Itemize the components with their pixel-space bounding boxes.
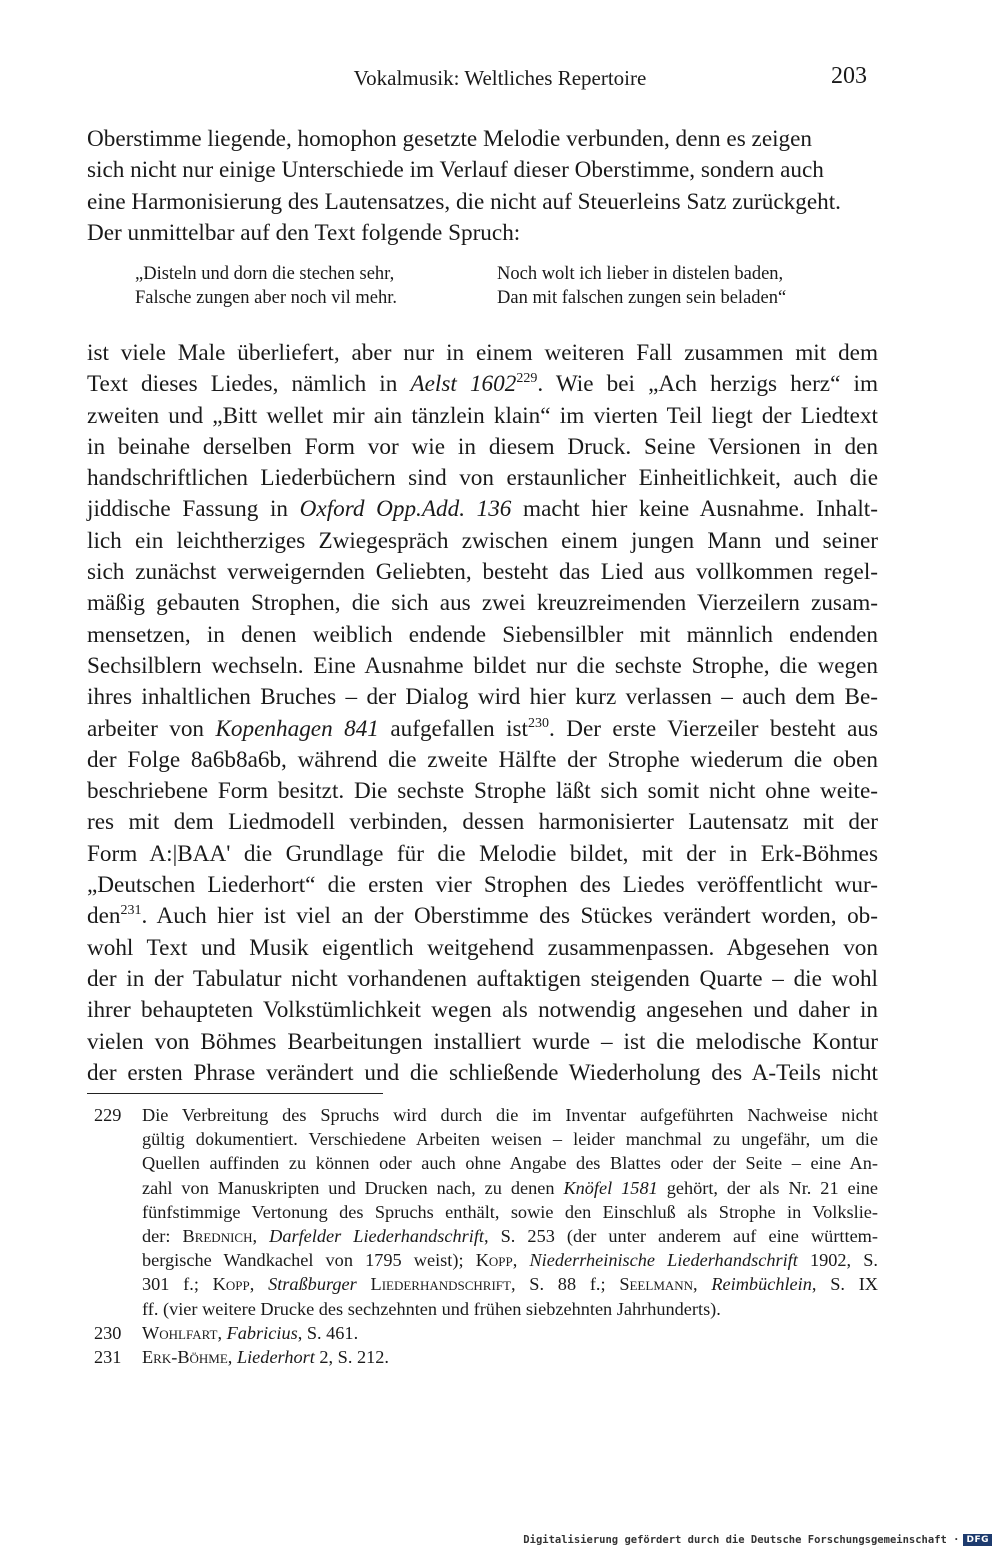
footnote-230 [94,1321,878,1345]
author-name: Kopp [475,1250,513,1271]
text-run: , S. 461. [297,1322,359,1343]
text-line: mensetzen, in denen weiblich endende Siebensilbler mit männlich endenden [87,621,878,648]
source-title: Liederhort [236,1347,315,1368]
text-run: , S. 88 f.; [510,1274,620,1295]
source-title: Liederhandschrift [370,1274,511,1295]
text-run: gehört, der als Nr. 21 eine [657,1177,878,1198]
text-run: . Wie bei „Ach herzigs herz“ im [537,371,878,398]
text-line: sich nicht nur einige Unterschiede im Verlauf dieser Oberstimme, sondern auch [87,157,824,184]
footnote-divider [87,1093,383,1094]
text-line: Oberstimme liegende, homophon gesetzte Melodie verbunden, denn es zeigen [87,126,813,152]
text-line: ihres inhaltlichen Bruches – der Dialog wird hier kurz verlassen – auch dem Be- [87,684,878,711]
text-line: Form A:|BAA' die Grundlage für die Melodie bildet, mit der in Erk-Böhmes [87,840,878,867]
text-line: zweiten und „Bitt wellet mir ain tänzlein klain“ im vierten Teil liegt der Liedtext [87,402,878,429]
verse-column-left [135,262,397,310]
text-run: bergische Wandkachel von 1795 weist); [142,1250,476,1271]
text-line: der ersten Phrase verändert und die schließende Wiederholung des A-Teils nicht [87,1059,878,1086]
text-run: , S. 253 (der unter anderem auf eine württem- [483,1226,878,1247]
text-line: der in der Tabulatur nicht vorhandenen auftaktigen steigenden Quarte – die wohl [87,965,878,992]
footnote-line: Wohlfart, Fabricius, S. 461. [142,1322,359,1343]
footnote-line: Quellen auffinden zu können oder auch ohne Angabe des Blattes oder der Seite – eine An- [142,1153,878,1174]
footnote-line: gültig dokumentiert. Verschiedene Arbeiten weisen – leider manchmal zu ungefähr, um die [142,1129,878,1150]
source-title: Fabricius [226,1322,298,1343]
footnote-ref-230: 230 [527,715,549,731]
footnote-229 [94,1103,878,1321]
text-line: handschriftlichen Liederbüchern sind von erstaunlicher Einheitlichkeit, auch die [87,465,878,492]
text-line: ihrer behaupteten Volkstümlichkeit wegen als notwendig angesehen und daher in [87,997,878,1024]
paragraph-1 [87,124,878,249]
text-run: . Der erste Vierzeiler besteht aus [548,715,878,742]
text-run: zahl von Manuskripten und Drucken nach, zu denen [142,1177,564,1198]
source-title: Oxford Opp.Add. 136 [299,496,512,523]
text-run: 1902, S. [797,1250,878,1271]
text-line: Sechsilblern wechseln. Eine Ausnahme bildet nur die sechste Strophe, die wegen [87,652,878,679]
source-title: Darfelder Liederhandschrift [269,1226,484,1247]
footnote-number: 230 [94,1322,122,1343]
footnote-line: ff. (vier weitere Drucke des sechzehnten und frühen siebzehnten Jahrhunderts). [142,1298,721,1319]
dfg-logo: DFG [963,1534,992,1546]
credit-text: Digitalisierung gefördert durch die Deutsche Forschungsgemeinschaft · [523,1534,960,1546]
source-title: Straßburger [268,1274,357,1295]
author-name: Wohlfart [142,1322,218,1343]
text-line: beschriebene Form besitzt. Die sechste Strophe läßt sich somit nicht ohne weite- [87,778,878,805]
text-line: „Deutschen Liederhort“ die ersten vier Strophen des Liedes veröffentlicht wur- [87,872,878,899]
text-line [87,369,878,400]
text-line: lich ein leichtherziges Zwiegespräch zwischen einem jungen Mann und seiner [87,527,878,554]
source-title: Kopenhagen 841 [215,715,379,742]
text-run: arbeiter von [87,715,216,742]
footnote-ref-231: 231 [120,903,142,919]
text-line: wohl Text und Musik eigentlich weitgehend zusammenpassen. Abgesehen von [87,934,878,961]
source-title: Knöfel 1581 [563,1177,658,1198]
text-line: vielen von Böhmes Bearbeitungen installiert wurde – ist die melodische Kontur [87,1028,878,1055]
text-run: jiddische Fassung in [87,496,300,523]
verse-line: Noch wolt ich lieber in distelen baden, [497,264,784,284]
running-header: Vokalmusik: Weltliches Repertoire [353,66,647,90]
text-line [87,494,878,525]
text-line: der Folge 8a6b8a6b, während die zweite Hälfte der Strophe wiederum die oben [87,746,878,773]
source-title: Aelst 1602 [410,371,517,398]
verse-line: „Disteln und dorn die stechen sehr, [135,264,395,284]
text-line: eine Harmonisierung des Lautensatzes, die nicht auf Steuerleins Satz zurückgeht. [87,188,841,215]
text-run: aufgefallen ist [378,715,528,742]
digitization-credit [523,1534,992,1546]
footnote-number: 229 [94,1105,122,1125]
footnote-ref-229: 229 [516,371,538,387]
footnote-line: der: Brednich, Darfelder Liederhandschrift, S. 253 (der unter anderem auf eine württem- [142,1226,878,1247]
footnote-line: fünfstimmige Vertonung des Spruchs enthält, sowie den Einschluß als Strophe in Volkslie- [142,1201,878,1222]
author-name: Brednich [182,1226,253,1247]
text-run: . Auch hier ist viel an der Oberstimme des Stückes verändert worden, ob- [141,903,878,930]
footnote-line: Erk-Böhme, Liederhort 2, S. 212. [142,1347,389,1368]
text-run: 2, S. 212. [314,1347,389,1368]
author-name: Seelmann [619,1274,694,1295]
text-run: 301 f.; [142,1274,213,1295]
text-line: res mit dem Liedmodell verbinden, dessen harmonisierter Lautensatz mit der [87,809,878,836]
text-run: macht hier keine Ausnahme. Inhalt- [511,496,878,523]
author-name: Kopp [212,1274,250,1295]
text-line: mäßig gebauten Strophen, die sich aus zwei kreuzreimenden Vierzeilern zusam- [87,590,878,617]
source-title: Niederrheinische Liederhandschrift [529,1250,798,1271]
text-line [87,714,878,745]
page-number: 203 [831,63,867,89]
verse-column-right [497,262,786,310]
text-run: , S. IX [811,1274,878,1295]
footnote-231 [94,1345,878,1369]
footnote-line [142,1176,878,1200]
footnotes [94,1103,878,1369]
text-run: Text dieses Liedes, nämlich in [87,371,411,398]
footnote-number: 231 [94,1347,122,1368]
text-line: Der unmittelbar auf den Text folgende Spruch: [87,219,521,246]
paragraph-2 [87,338,878,1089]
footnote-line: 301 f.; Kopp, Straßburger Liederhandschrift, S. 88 f.; Seelmann, Reimbüchlein, S. IX [142,1274,878,1295]
source-title: Reimbüchlein [711,1274,812,1295]
verse-line: Falsche zungen aber noch vil mehr. [135,288,397,308]
footnote-line: bergische Wandkachel von 1795 weist); Kopp, Niederrheinische Liederhandschrift 1902, S. [142,1250,878,1271]
author-name: Erk-Böhme [142,1347,228,1368]
text-run: den [87,903,121,930]
text-line: sich zunächst verweigernden Geliebten, besteht das Lied aus vollkommen regel- [87,559,878,586]
text-line [87,901,878,932]
verse-line: Dan mit falschen zungen sein beladen“ [497,288,787,308]
text-line: in beinahe derselben Form vor wie in diesem Druck. Seine Versionen in den [87,433,878,460]
footnote-line: Die Verbreitung des Spruchs wird durch die im Inventar aufgeführten Nachweise nicht [142,1105,878,1125]
text-line: ist viele Male überliefert, aber nur in einem weiteren Fall zusammen mit dem [87,340,878,366]
text-run: der: [142,1226,183,1247]
